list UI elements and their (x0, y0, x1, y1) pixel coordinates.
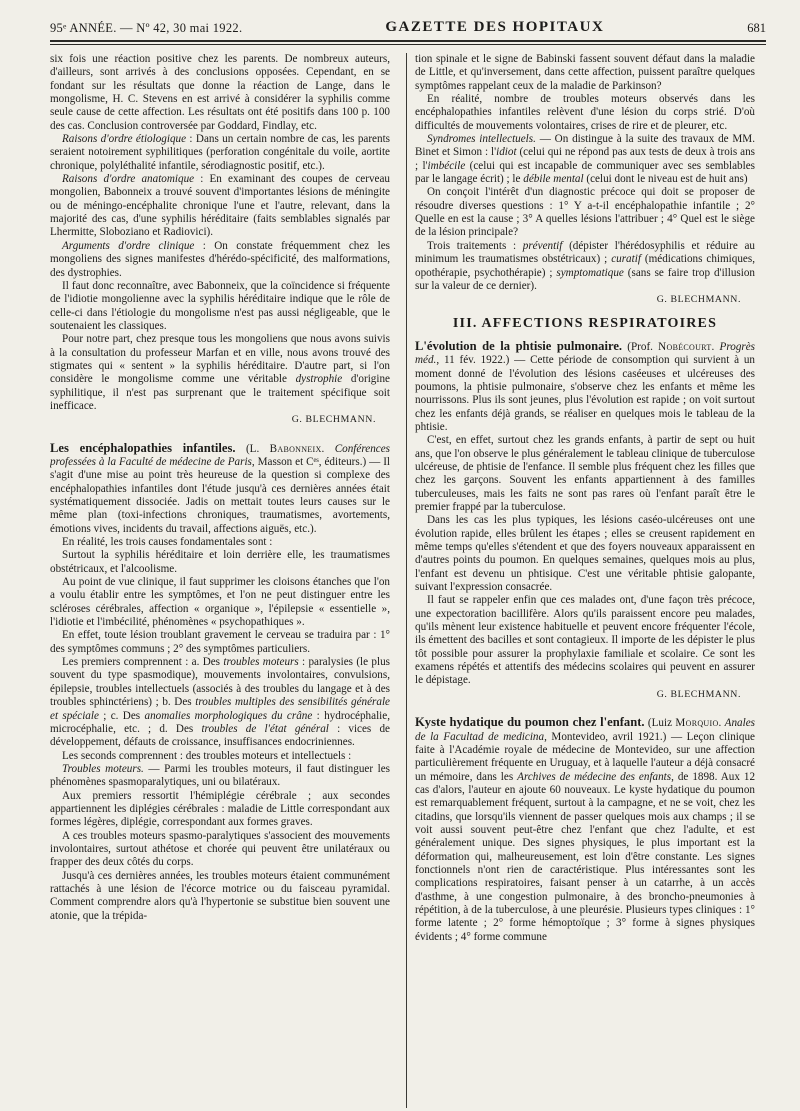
paragraph-text: : paralysies (le plus souvent du type spasmodique), mouvements involontaires, convulsions, épilepsie, troubles intellectuels (associés à des troubles du langage et à des troubles sphinctériens) ; b. Des (50, 656, 390, 709)
emphasis: troubles multiples des sensibilités générale et spéciale (50, 696, 390, 722)
reference-source: Conférences professées à la Faculté de médecine de Paris (50, 442, 390, 468)
article-author: Babonneix (269, 442, 322, 455)
paragraph-text: : vices de développement, défauts de croissance, insuffisances endocriniennes. (50, 722, 390, 749)
emphasis: curatif (611, 253, 641, 266)
paragraph-text: (sans se faire trop d'illusion sur la valeur de ce dernier). (415, 266, 755, 292)
author-signature: G. BLECHMANN. (656, 294, 741, 306)
section-heading: III. AFFECTIONS RESPIRATOIRES (452, 315, 718, 331)
paragraph-text: — Parmi les troubles moteurs, il faut distinguer les phénomènes spasmoparalytiques, uni ou bilatéraux. (50, 762, 390, 789)
paragraph-text: : On constate fréquemment chez les mongoliens des signes manifestes d'hérédo-spécificité, des malformations, des dystrophies. (50, 239, 390, 279)
paragraph-label: Raisons d'ordre anatomique (62, 173, 195, 186)
paragraph: Il faut se rappeler enfin que ces malades ont, d'une façon très précoce, une expectoration bacillifère. Alors qu'ils paraissent encore peu malades, qu'ils mènent leur existence habituelle et peuvent encore fréquenter l'école, ils émettent des bacilles et sont contagieux. Il importe de les dépister le plus tôt possible pour assurer la prophylaxie familiale et scolaire. Ce sont les examens répétés et attentifs des médecins scolaires qui peuvent en assurer le dépistage. (415, 594, 755, 687)
paragraph: six fois une réaction positive chez les parents. De nombreux auteurs, d'ailleurs, sont arrivés à des conclusions opposées. Cependant, en se fondant sur les résultats que donne la réaction de Lange, dans le mongolisme, H. C. Stevens en est arrivé à considérer la syphilis comme seule cause de cette affection. Les résultats ont été positifs dans 100 p. 100 des cas. Conclusion controversée par Goddard, Findlay, etc. (50, 53, 390, 132)
column-divider (406, 53, 407, 1108)
paragraph-text: , Masson et Cᵉˢ, éditeurs.) — Il s'agit d'une mise au point très heureuse de la question si complexe des encéphalopathies infantiles dont l'étude jusqu'à ces dernières années était systématiquement dissociée. Jadis on mettait toutes leurs causes sur le même plan (toxi-infections chroniques, traumatismes, avortements, émotions vives, incidents du travail, affections aiguës, etc.). (50, 455, 390, 535)
two-column-body (50, 53, 766, 1108)
reference-text: (Luiz (644, 717, 676, 730)
paragraph-label: Troubles moteurs. (62, 762, 144, 775)
paragraph-text: : hydrocéphalie, microcéphalie, etc. ; d. Des (50, 709, 390, 735)
paragraph-text: d'origine syphilitique, il n'est pas surprenant que le traitement spécifique soit inefficace. (50, 373, 390, 412)
article-abstract (50, 442, 390, 536)
page-header (50, 14, 766, 42)
paragraph-text: (celui dont le niveau est de huit ans) (583, 173, 748, 186)
paragraph: En réalité, nombre de troubles moteurs observés dans les encéphalopathies infantiles relèvent d'une lésion du corps strié. D'où difficultés de mouvements volontaires, crises de rire et de pleurer, etc. (415, 93, 755, 132)
paragraph (50, 240, 390, 280)
issue-line: 95ᵉ ANNÉE. — Nº 42, 30 mai 1922. (50, 21, 243, 35)
article-author: Morquio (675, 717, 719, 730)
reference-source: Anales de la Facultad de medicina (415, 717, 755, 743)
paragraph-label: Syndromes intellectuels. (427, 133, 536, 146)
article-title: L'évolution de la phtisie pulmonaire. (415, 338, 623, 353)
paragraph: C'est, en effet, surtout chez les grands enfants, à partir de sept ou huit ans, que l'on observe le plus généralement le tableau clinique de tuberculose ulcéreuse, de phtisie de l'enfance. Il semble plus fréquent chez les filles que chez les garçons. Souvent les enfants appartiennent à des familles tuberculeuses, mais les faits ne sont pas rares où l'enfant paraît être le premier frappé par la tuberculose. (415, 434, 755, 513)
reference-text: (Prof. (622, 340, 659, 353)
paragraph: On conçoit l'intérêt d'un diagnostic précoce qui doit se proposer de résoudre diverses questions : 1° Y a-t-il encéphalopathie infantile ; 2° Quelle en est la cause ; 3° A quelles lésions l'attribuer ; 4° Quel est le siège de la lésion principale? (415, 186, 755, 239)
emphasis: imbécile (427, 159, 466, 172)
paragraph (415, 133, 755, 186)
paragraph-text: (celui qui est incapable de communiquer avec ses semblables par le langage écrit) ; le (415, 159, 755, 186)
emphasis: troubles de l'état général (201, 722, 329, 735)
paragraph: Il faut donc reconnaître, avec Babonneix, que la coïncidence si fréquente de l'idiotie mongolienne avec la syphilis héréditaire indique que le rôle de celle-ci dans l'étiologie du mongolisme n'est pas aussi négligeable, que le soutenaient les classiques. (50, 279, 390, 332)
page-number: 681 (747, 21, 766, 35)
paragraph: A ces troubles moteurs spasmo-paralytiques s'associent des mouvements involontaires, surtout athétose et chorée qui peuvent être unilatéraux ou frapper des deux côtés du corps. (50, 829, 390, 869)
paragraph (50, 656, 390, 749)
paragraph-text: Les premiers comprennent : a. Des (62, 656, 224, 669)
author-signature: G. BLECHMANN. (656, 688, 741, 700)
paragraph-text: (celui qui ne répond pas aux tests de deux à trois ans ; l' (415, 146, 755, 172)
paragraph-text: Trois traitements : (427, 239, 523, 252)
paragraph-text: Pour notre part, chez presque tous les mongoliens que nous avons suivis à la consultation du professeur Marfan et en ville, nous avons trouvé des stigmates qui « sentent » la syphilis héréditaire. D'autre part, si l'on considère le mongolisme comme une véritable (50, 333, 390, 386)
paragraph-text: ; c. Des (98, 709, 145, 722)
paragraph (50, 333, 390, 413)
paragraph-text: : En examinant des coupes de cerveau mongolien, Babonneix a trouvé souvent d'importantes lésions de méningite ou de méningo-encéphalite chronique l'une et l'autre, relevant, dans la majorité des cas, d'une syphilis héréditaire (faits semblables signalés par Lhermitte, Sloboziano et Radiovici). (50, 173, 390, 239)
left-column (50, 53, 398, 1108)
paragraph (415, 240, 755, 293)
author-signature: G. BLECHMANN. (291, 414, 376, 426)
emphasis: symptomatique (556, 266, 624, 279)
article-title: Les encéphalopathies infantiles. (50, 440, 236, 455)
paragraph (50, 763, 390, 790)
journal-title: GAZETTE DES HOPITAUX (385, 19, 605, 35)
paragraph-text: , de 1898. Aux 12 cas d'alors, l'auteur en ajoute 60 nouveaux. Le kyste hydatique du poumon est remarquablement fréquent, surtout à la campagne, et ne se voit, chez les citadins, que lorsqu'ils viennent de passer quelques mois aux champs ; il se voit aussi souvent peut-être chez l'enfant que chez l'adulte, et est généralement unique. Des signes physiques, le plus important est la déformation qui, malheureusement, est loin d'être constante. Les signes fonctionnels n'ont rien de caractéristique. Plus intéressantes sont les complications respiratoires, faisant penser à un catarrhe, à un accès d'asthme, à une congestion pulmonaire, à des broncho-pneumonies à répétition, à de la tuberculose, à une pleurésie. Plusieurs types cliniques : 1° forme latente ; 2° forme hémoptoïque ; 3° forme à signes physiques évidents ; 4° forme commune (415, 770, 755, 943)
article-author: Nobécourt (658, 340, 712, 353)
emphasis: idiot (496, 146, 517, 159)
emphasis: préventif (522, 239, 563, 252)
emphasis: troubles moteurs (223, 656, 299, 669)
emphasis: débile mental (523, 173, 584, 186)
paragraph: Dans les cas les plus typiques, les lésions caséo-ulcéreuses ont une évolution rapide, elles brûlent les étapes ; elles se creusent rapidement en même temps qu'elles s'étendent et que des foyers nouveaux apparaissent en d'autres points du poumon. En quelques semaines, quelques mois au plus, l'enfant est devenu un phtisique. C'est une véritable phtisie galopante, suivant l'expression consacrée. (415, 514, 755, 594)
paragraph: En effet, toute lésion troublant gravement le cerveau se traduira par : 1° des symptômes communs ; 2° des symptômes particuliers. (50, 629, 390, 655)
paragraph-text: : Dans un certain nombre de cas, les parents seraient notoirement syphilitiques (perforation congénitale du voile, aortite chronique, polyléthalité infantile, sérodiagnostic positif, etc.). (50, 133, 390, 172)
paragraph: Jusqu'à ces dernières années, les troubles moteurs étaient communément rattachés à une lésion de l'écorce motrice ou du faisceau pyramidal. Comment comprendre alors qu'à l'hypertonie se substitue bien souvent une atonie, que la trépida- (50, 869, 390, 922)
article-abstract (415, 340, 755, 434)
paragraph-label: Raisons d'ordre étiologique (62, 133, 187, 146)
paragraph-text: (dépister l'hérédosyphilis et réduire au minimum les traumatismes obstétricaux) ; (415, 239, 755, 266)
paragraph: Au point de vue clinique, il faut supprimer les cloisons étanches que l'on a voulu établir entre les symptômes, et l'on ne peut distinguer entre les scléroses cérébrales, affection « organique », l'épilepsie « essentielle », l'idiotie et l'imbécilité, phénomènes « psychopathiques ». (50, 576, 390, 629)
paragraph-text: — On distingue à la suite des travaux de MM. Binet et Simon : l' (415, 133, 755, 159)
paragraph-label: Arguments d'ordre clinique (62, 239, 195, 252)
reference-text: (L. (235, 442, 270, 455)
paragraph-text: , 11 fév. 1922.) — Cette période de consomption qui survient à un moment donné de l'évolution des lésions caséeuses et ulcéreuses des poumons, la phtisie pulmonaire, s'observe chez les enfants et même les nourrissons. Plus ils sont jeunes, plus l'évolution est rapide ; on voit surtout chez les enfants déjà grands, se réaliser en quelques mois le tableau de la phtisie. (415, 354, 755, 433)
paragraph: Surtout la syphilis héréditaire et loin derrière elle, les traumatismes obstétricaux, et l'alcoolisme. (50, 549, 390, 575)
paragraph-text: , Montevideo, avril 1921.) — Leçon clinique faite à l'Académie royale de médecine de Montevideo, sur une affection particulièrement fréquente en Uruguay, et à laquelle l'auteur a déjà consacré un mémoire, dans les (415, 730, 755, 783)
paragraph: En réalité, les trois causes fondamentales sont : (62, 536, 273, 549)
paragraph: tion spinale et le signe de Babinski fassent souvent défaut dans la maladie de Little, et qu'inversement, dans cette affection, puissent paraître quelques symptômes rappelant ceux de la maladie de Parkinson? (415, 53, 755, 92)
paragraph: Les seconds comprennent : des troubles moteurs et intellectuels : (62, 749, 352, 762)
emphasis: anomalies morphologiques du crâne (144, 709, 313, 722)
reference-text: . (718, 717, 725, 730)
right-column (415, 53, 755, 1108)
reference-source: Progrès méd. (415, 340, 755, 367)
paragraph: Aux premiers ressortit l'hémiplégie cérébrale ; aux secondes appartiennent les diplégies cérébrales : maladie de Little correspondant aux formes légères, diplégie, correspondant aux formes graves. (50, 789, 390, 829)
emphasis: dystrophie (295, 373, 343, 386)
paragraph-text: (médications chimiques, opothérapie, psychothérapie) ; (415, 253, 755, 279)
article-abstract (415, 716, 755, 944)
reference-text: . (321, 442, 335, 455)
reference-source: Archives de médecine des enfants (517, 770, 672, 783)
article-title: Kyste hydatique du poumon chez l'enfant. (415, 715, 645, 730)
paragraph (50, 133, 390, 173)
header-rule (50, 44, 766, 45)
paragraph (50, 173, 390, 240)
reference-text: . (711, 340, 720, 353)
